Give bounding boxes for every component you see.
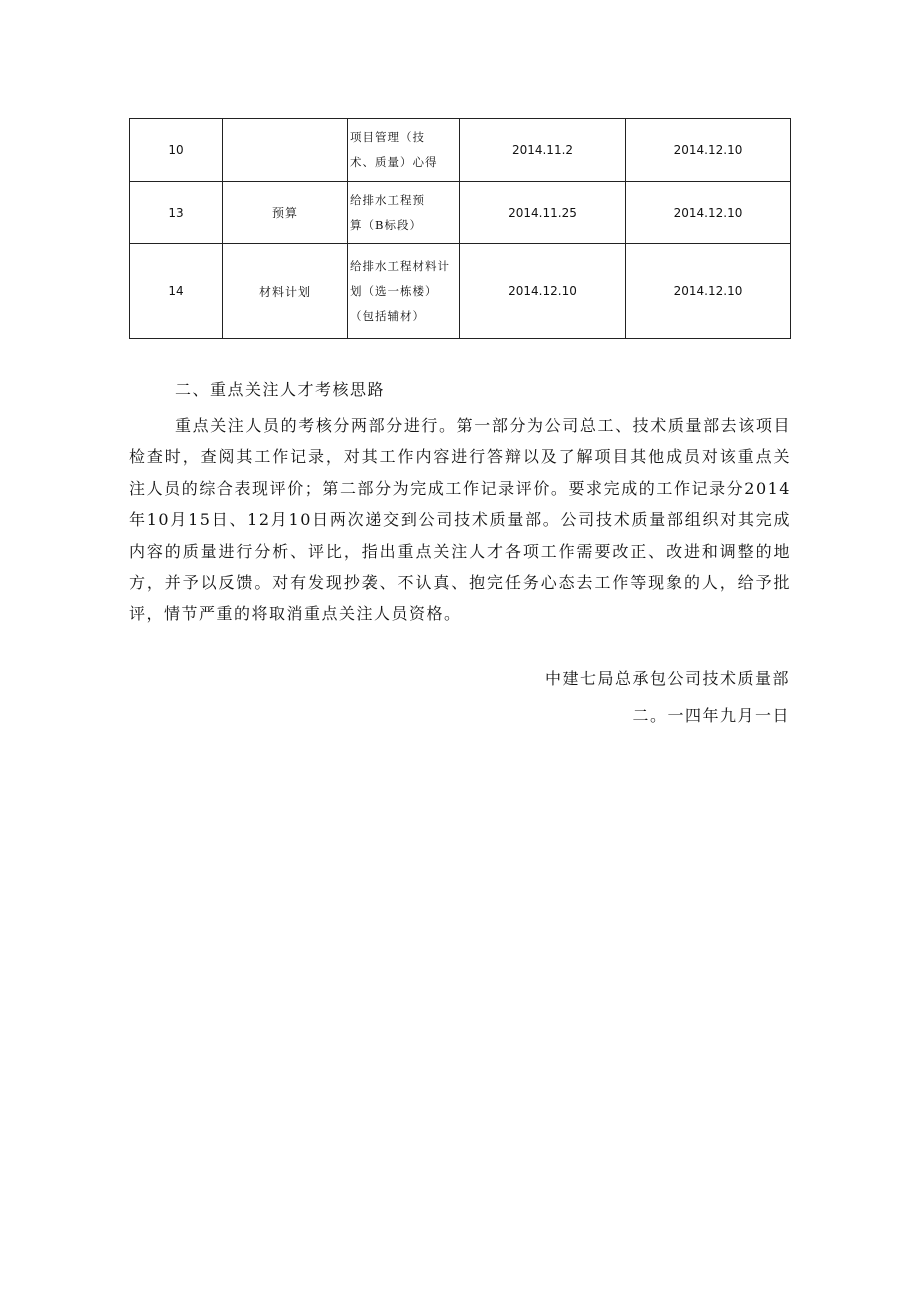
signature-department: 中建七局总承包公司技术质量部	[544, 669, 790, 688]
task-line: 项目管理（技	[350, 130, 425, 144]
row-category: 预算	[223, 182, 348, 244]
signature-date: 二。一四年九月一日	[632, 706, 790, 725]
task-line: 给排水工程预	[350, 192, 425, 207]
row-start-date: 2014.12.10	[460, 244, 626, 339]
row-category: 材料计划	[223, 244, 348, 339]
task-line: 划（选一栋楼）	[350, 283, 438, 298]
row-task	[348, 182, 460, 244]
row-end-date: 2014.12.10	[626, 119, 791, 182]
assessment-paragraph: 重点关注人员的考核分两部分进行。第一部分为公司总工、技术质量部去该项目检查时，查阅其工作记录，对其工作内容进行答辩以及了解项目其他成员对该重点关注人员的综合表现评价；第二部分为完成工作记录评价。要求完成的工作记录分2014年10月15日、12月10日两次递交到公司技术质量部。公司技术质量部组织对其完成内容的质量进行分析、评比，指出重点关注人才各项工作需要改正、改进和调整的地方，并予以反馈。对有发现抄袭、不认真、抱完任务心态去工作等现象的人，给予批评，情节严重的将取消重点关注人员资格。	[129, 416, 791, 624]
row-number: 10	[130, 119, 223, 182]
row-category	[223, 119, 348, 182]
row-task	[348, 119, 460, 182]
row-task	[348, 244, 460, 339]
row-end-date: 2014.12.10	[626, 182, 791, 244]
table-row	[130, 182, 791, 244]
row-number: 14	[130, 244, 223, 339]
task-line: 给排水工程材料计	[350, 258, 450, 273]
task-line: 术、质量）心得	[350, 155, 438, 169]
row-start-date: 2014.11.2	[460, 119, 626, 182]
row-start-date: 2014.11.25	[460, 182, 626, 244]
task-line: （包括辅材）	[350, 308, 425, 323]
schedule-table	[129, 118, 791, 339]
row-number: 13	[130, 182, 223, 244]
table-row	[130, 119, 791, 182]
row-end-date: 2014.12.10	[626, 244, 791, 339]
task-line: 算（B标段）	[350, 217, 422, 232]
table-row	[130, 244, 791, 339]
section-heading: 二、重点关注人才考核思路	[175, 380, 386, 399]
